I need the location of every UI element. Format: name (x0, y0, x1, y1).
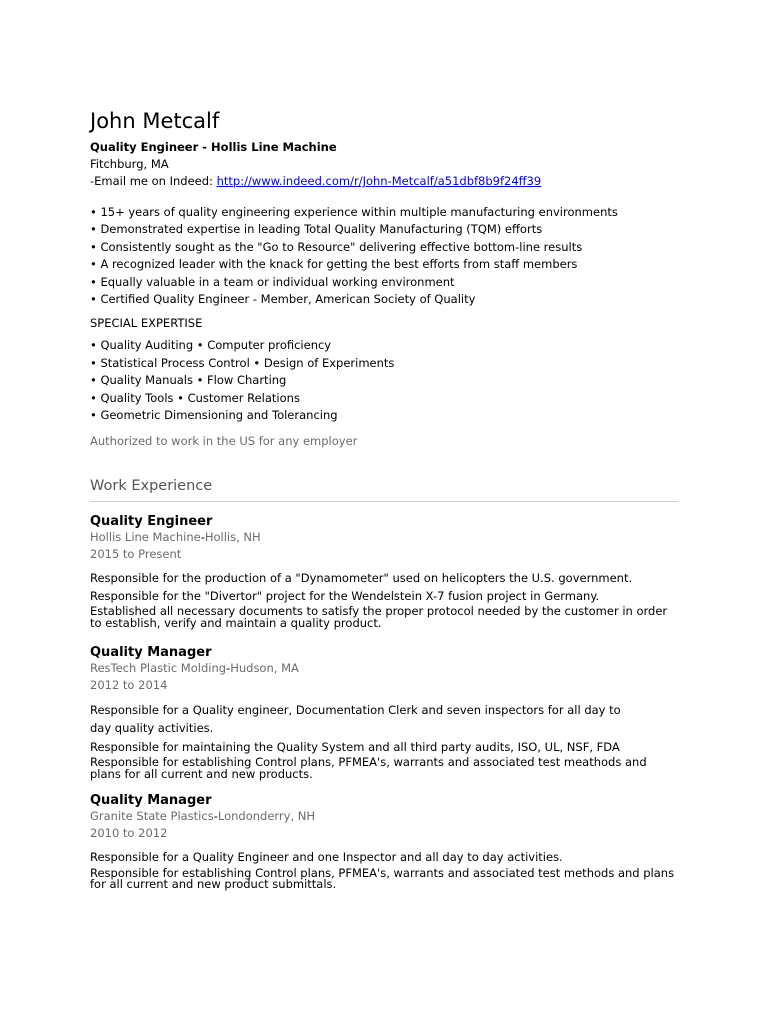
company-separator: - (226, 661, 231, 675)
expertise-item: • Geometric Dimensioning and Tolerancing (90, 408, 338, 422)
job-dates: 2015 to Present (90, 547, 182, 561)
summary-list (90, 204, 618, 308)
company-name: Granite State Plastics (90, 809, 214, 823)
job-entry (90, 644, 678, 783)
job-description (90, 571, 678, 629)
job-title: Quality Manager (90, 645, 212, 660)
job-duty: Responsible for maintaining the Quality System and all third party audits, ISO, UL, NSF, FDA (90, 739, 620, 754)
expertise-item: • Quality Tools • Customer Relations (90, 390, 300, 405)
company-name: Hollis Line Machine (90, 530, 201, 544)
job-duty: Responsible for establishing Control plans, PFMEA's, warrants and associated test meathods and plans for all current and new products. (90, 755, 647, 781)
summary-item: • Equally valuable in a team or individual working environment (90, 274, 455, 289)
company-city: Londonderry, NH (217, 809, 316, 823)
job-description (90, 850, 678, 891)
work-experience-heading: Work Experience (90, 478, 213, 494)
job-company (90, 530, 678, 545)
job-dates: 2010 to 2012 (90, 826, 168, 840)
job-duty: Responsible for establishing Control plans, PFMEA's, warrants and associated test methods and plans for all current and new product submittals. (90, 865, 675, 891)
indeed-profile-link[interactable]: http://www.indeed.com/r/John-Metcalf/a51dbf8b9f24ff39 (216, 174, 542, 188)
job-duty: Responsible for the production of a "Dynamometer" used on helicopters the U.S. government. (90, 571, 633, 585)
company-separator: - (200, 530, 205, 544)
summary-item: • Demonstrated expertise in leading Total Quality Manufacturing (TQM) efforts (90, 222, 543, 237)
expertise-item: • Quality Auditing • Computer proficiency (90, 338, 332, 352)
email-line (90, 174, 541, 189)
candidate-headline: Quality Engineer - Hollis Line Machine (90, 140, 337, 154)
email-prefix: -Email me on Indeed: (90, 174, 217, 188)
expertise-list (90, 337, 394, 425)
company-name: ResTech Plastic Molding (90, 661, 227, 675)
candidate-name: John Metcalf (90, 109, 220, 133)
summary-item: • Consistently sought as the "Go to Resource" delivering effective bottom-line results (90, 239, 583, 254)
expertise-item: • Quality Manuals • Flow Charting (90, 373, 287, 387)
expertise-item: • Statistical Process Control • Design of Experiments (90, 355, 395, 370)
company-city: Hollis, NH (204, 530, 261, 544)
candidate-location: Fitchburg, MA (90, 157, 169, 171)
job-duty: Responsible for a Quality Engineer and one Inspector and all day to day activities. (90, 850, 563, 864)
job-title: Quality Engineer (90, 514, 213, 529)
summary-item: • 15+ years of quality engineering experience within multiple manufacturing environments (90, 205, 618, 219)
company-city: Hudson, MA (230, 661, 299, 675)
summary-item: • A recognized leader with the knack for getting the best efforts from staff members (90, 257, 578, 272)
job-dates: 2012 to 2014 (90, 678, 168, 692)
company-separator: - (213, 809, 218, 823)
job-duty: Established all necessary documents to satisfy the proper protocol needed by the customer in order to establish, verify and maintain a quality product. (90, 604, 668, 630)
job-duty: Responsible for a Quality engineer, Documentation Clerk and seven inspectors for all day to day quality activities. (90, 703, 621, 735)
job-company (90, 809, 678, 824)
job-entry (90, 792, 678, 893)
summary-item: • Certified Quality Engineer - Member, American Society of Quality (90, 292, 476, 307)
expertise-heading: SPECIAL EXPERTISE (90, 316, 203, 330)
work-authorization: Authorized to work in the US for any employer (90, 434, 358, 448)
job-description (90, 702, 678, 780)
job-entry (90, 513, 678, 632)
section-divider (90, 501, 678, 502)
job-title: Quality Manager (90, 793, 212, 808)
job-company (90, 661, 678, 676)
job-duty: Responsible for the "Divertor" project for the Wendelstein X-7 fusion project in Germany. (90, 588, 600, 603)
